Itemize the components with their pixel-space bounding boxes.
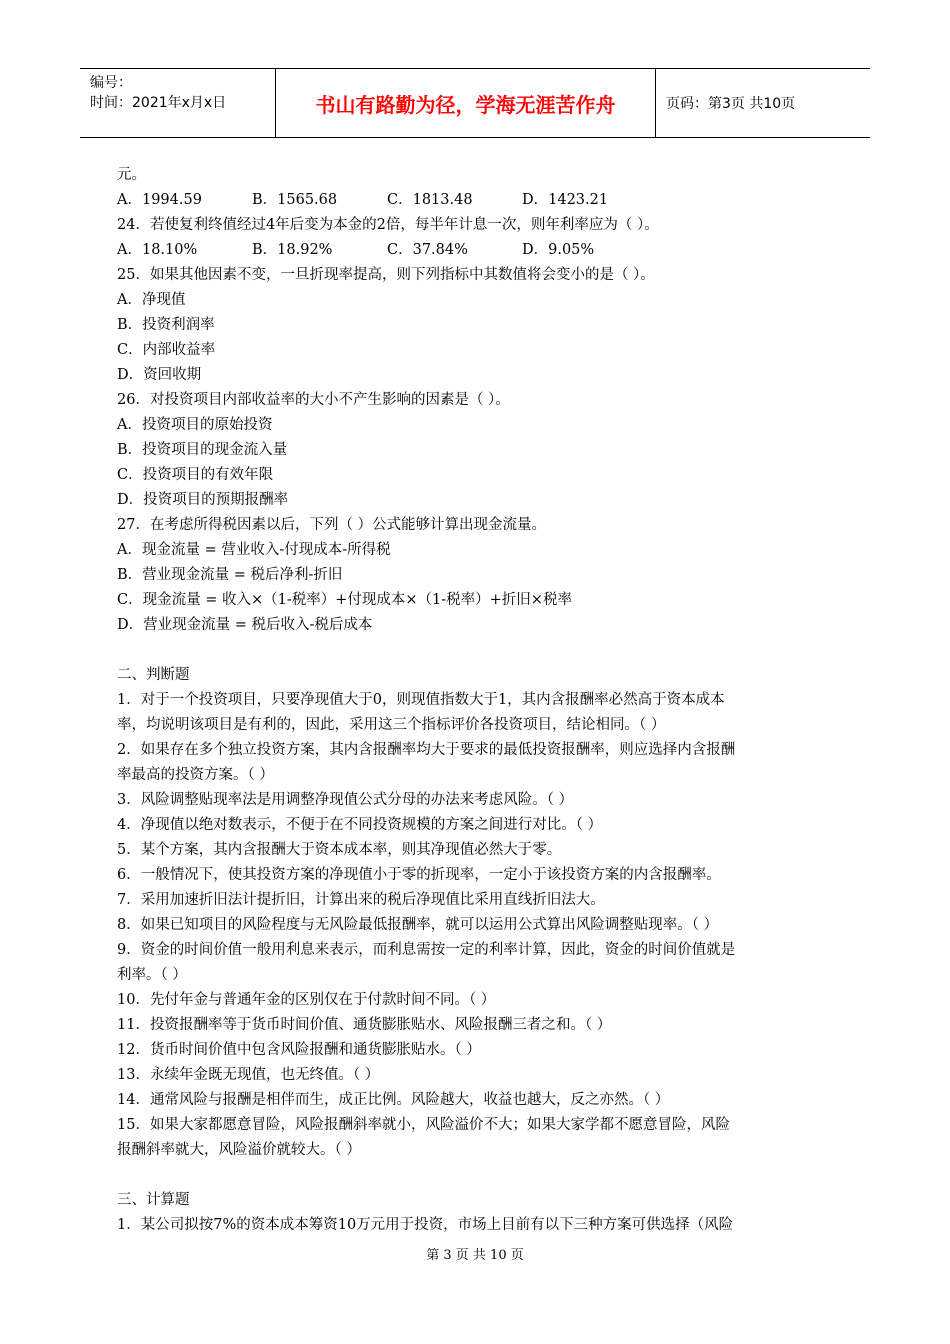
- text-line: 6．一般情况下，使其投资方案的净现值小于零的折现率，一定小于该投资方案的内含报酬率。: [117, 867, 721, 883]
- option-item: D．9.05%: [522, 242, 595, 258]
- text-line: 9．资金的时间价值一般用利息来表示，而利息需按一定的利率计算，因此，资金的时间价值就是: [117, 942, 736, 958]
- text-line: 26．对投资项目内部收益率的大小不产生影响的因素是（ ）。: [117, 392, 510, 408]
- text-line: B．投资项目的现金流入量: [117, 442, 288, 458]
- option-row: [117, 188, 837, 213]
- text-line: C．内部收益率: [117, 342, 216, 358]
- text-line: 11．投资报酬率等于货币时间价值、通货膨胀贴水、风险报酬三者之和。（ ）: [117, 1017, 612, 1033]
- document-number-label: 编号：: [90, 75, 132, 91]
- option-item: A．1994.59: [117, 192, 202, 208]
- page-header: [80, 68, 870, 138]
- text-line: 报酬斜率就大，风险溢价就较大。（ ）: [117, 1142, 361, 1158]
- text-line: C．投资项目的有效年限: [117, 467, 274, 483]
- option-item: A．18.10%: [117, 242, 198, 258]
- document-body: [117, 163, 837, 1238]
- text-line: 25．如果其他因素不变，一旦折现率提高，则下列指标中其数值将会变小的是（ ）。: [117, 267, 655, 283]
- text-line: 二、判断题: [117, 667, 190, 683]
- text-line: 5．某个方案，其内含报酬大于资本成本率，则其净现值必然大于零。: [117, 842, 562, 858]
- text-line: B．营业现金流量 = 税后净利-折旧: [117, 567, 343, 583]
- text-line: 利率。（ ）: [117, 967, 187, 983]
- text-line: 4．净现值以绝对数表示，不便于在不同投资规模的方案之间进行对比。（ ）: [117, 817, 603, 833]
- option-row: [117, 238, 837, 263]
- text-line: 24．若使复利终值经过4年后变为本金的2倍，每半年计息一次，则年利率应为（ ）。: [117, 217, 659, 233]
- header-page-number: 页码：第3页 共10页: [666, 96, 796, 112]
- text-line: C．现金流量 = 收入×（1-税率）+付现成本×（1-税率）+折旧×税率: [117, 592, 572, 608]
- text-line: 3．风险调整贴现率法是用调整净现值公式分母的办法来考虑风险。（ ）: [117, 792, 574, 808]
- option-item: C．1813.48: [387, 192, 473, 208]
- text-line: 元。: [117, 167, 146, 183]
- text-line: 27．在考虑所得税因素以后，下列（ ）公式能够计算出现金流量。: [117, 517, 547, 533]
- header-info-cell: [80, 69, 276, 137]
- text-line: 2．如果存在多个独立投资方案，其内含报酬率均大于要求的最低投资报酬率，则应选择内含报酬: [117, 742, 736, 758]
- header-motto: 书山有路勤为径，学海无涯苦作舟: [276, 69, 656, 137]
- text-line: D．投资项目的预期报酬率: [117, 492, 289, 508]
- option-item: B．1565.68: [252, 192, 338, 208]
- option-item: D．1423.21: [522, 192, 609, 208]
- text-line: 1．对于一个投资项目，只要净现值大于0，则现值指数大于1，其内含报酬率必然高于资本成本: [117, 692, 725, 708]
- text-line: 12．货币时间价值中包含风险报酬和通货膨胀贴水。（ ）: [117, 1042, 481, 1058]
- text-line: 10．先付年金与普通年金的区别仅在于付款时间不同。（ ）: [117, 992, 496, 1008]
- text-line: B．投资利润率: [117, 317, 215, 333]
- text-line: 7．采用加速折旧法计提折旧，计算出来的税后净现值比采用直线折旧法大。: [117, 892, 605, 908]
- blank-line: [117, 638, 837, 663]
- text-line: 率，均说明该项目是有利的，因此，采用这三个指标评价各投资项目，结论相同。（ ）: [117, 717, 666, 733]
- text-line: A．净现值: [117, 292, 186, 308]
- text-line: D．资回收期: [117, 367, 202, 383]
- text-line: 1．某公司拟按7%的资本成本筹资10万元用于投资，市场上目前有以下三种方案可供选择（风险: [117, 1217, 734, 1233]
- text-line: D．营业现金流量 = 税后收入-税后成本: [117, 617, 373, 633]
- text-line: A．投资项目的原始投资: [117, 417, 273, 433]
- document-date-label: 时间：2021年x月x日: [90, 95, 227, 111]
- text-line: A．现金流量 = 营业收入-付现成本-所得税: [117, 542, 391, 558]
- text-line: 13．永续年金既无现值，也无终值。（ ）: [117, 1067, 380, 1083]
- text-line: 率最高的投资方案。（ ）: [117, 767, 274, 783]
- text-line: 8．如果已知项目的风险程度与无风险最低报酬率，就可以运用公式算出风险调整贴现率。（ ）: [117, 917, 719, 933]
- page-footer: 第 3 页 共 10 页: [426, 1248, 524, 1263]
- text-line: 14．通常风险与报酬是相伴而生，成正比例。风险越大，收益也越大，反之亦然。（ ）: [117, 1092, 670, 1108]
- option-item: B．18.92%: [252, 242, 333, 258]
- blank-line: [117, 1163, 837, 1188]
- text-line: 三、计算题: [117, 1192, 190, 1208]
- option-item: C．37.84%: [387, 242, 468, 258]
- text-line: 15．如果大家都愿意冒险，风险报酬斜率就小，风险溢价不大；如果大家学都不愿意冒险，风险: [117, 1117, 730, 1133]
